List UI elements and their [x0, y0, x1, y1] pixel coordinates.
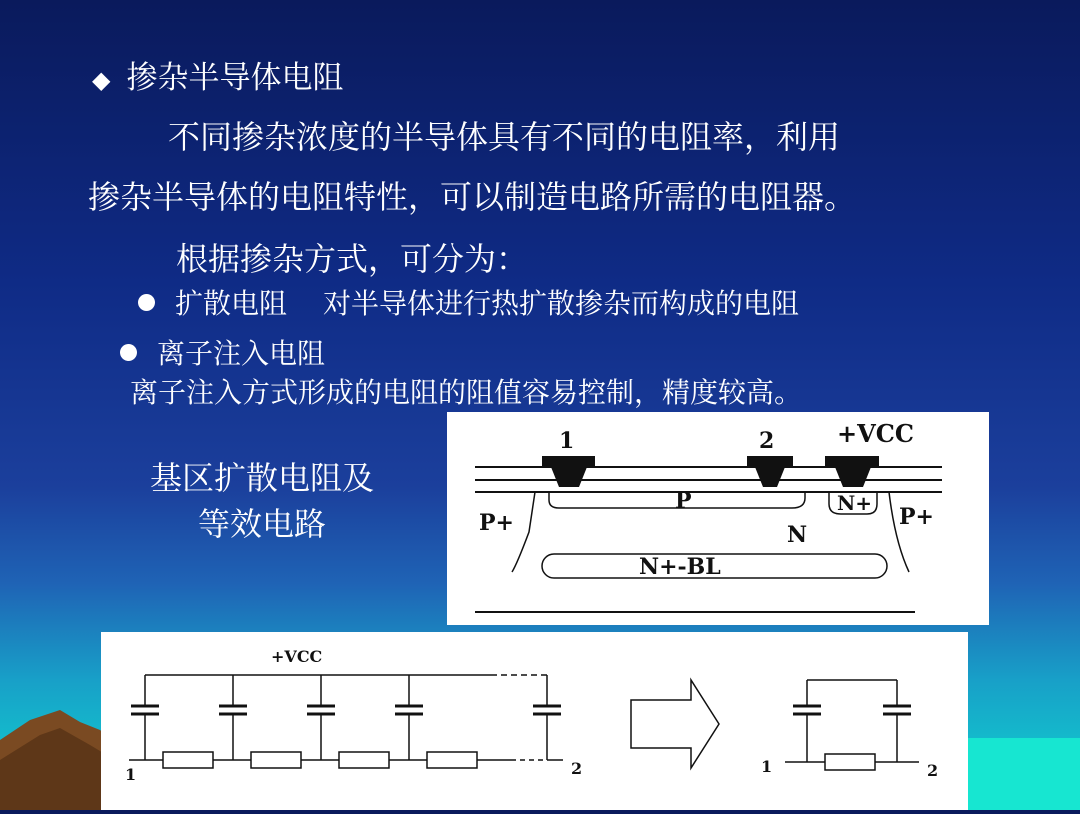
bullet-item-diffusion [138, 282, 799, 322]
pplus-right-label: P+ [899, 504, 934, 530]
side-caption [150, 455, 374, 547]
bullet-title: 扩散电阻 [175, 287, 288, 320]
side-caption-line-2: 等效电路 [198, 505, 327, 543]
cross-section-panel [447, 412, 989, 625]
terminal-2-label: 2 [759, 428, 775, 454]
equivalence-arrow-icon [631, 680, 719, 768]
side-caption-line-1: 基区扩散电阻及 [150, 459, 375, 497]
equivalent-circuit-diagram [101, 632, 968, 810]
p-region-label: P [675, 488, 692, 514]
paragraph-line-2: 掺杂半导体的电阻特性，可以制造电路所需的电阻器。 [88, 178, 857, 216]
circuit-vcc-label: +VCC [271, 647, 323, 666]
bullet-dot-icon [138, 294, 155, 311]
heading-text: 掺杂半导体电阻 [126, 60, 344, 96]
sea-decoration [965, 738, 1080, 810]
terminal-1-label: 1 [559, 428, 575, 454]
nplus-region-label: N+ [837, 491, 873, 515]
nbl-label: N+-BL [639, 554, 721, 580]
bullet-item-ion-implant [120, 332, 325, 372]
circuit-left-terminal-1: 1 [125, 765, 137, 784]
vcc-label: +VCC [837, 419, 914, 448]
n-region-label: N [787, 522, 808, 548]
diamond-bullet-icon: ◆ [92, 66, 111, 94]
slide-heading [92, 52, 343, 97]
equivalent-circuit-panel [101, 632, 968, 810]
paragraph-line-1: 不同掺杂浓度的半导体具有不同的电阻率，利用 [168, 118, 841, 156]
bullet-dot-icon [120, 344, 137, 361]
circuit-right-terminal-2: 2 [927, 761, 939, 780]
bullet-desc: 对半导体进行热扩散掺杂而构成的电阻 [323, 287, 800, 320]
cross-section-diagram [447, 412, 989, 625]
pplus-left-label: P+ [479, 510, 514, 536]
circuit-right-terminal-1: 1 [761, 757, 773, 776]
paragraph-line-3: 根据掺杂方式，可分为： [176, 240, 529, 278]
circuit-left-terminal-2: 2 [571, 759, 583, 778]
bullet-title: 离子注入电阻 [157, 337, 326, 370]
bullet-desc-ion-implant: 离子注入方式形成的电阻的阻值容易控制，精度较高。 [130, 376, 803, 409]
